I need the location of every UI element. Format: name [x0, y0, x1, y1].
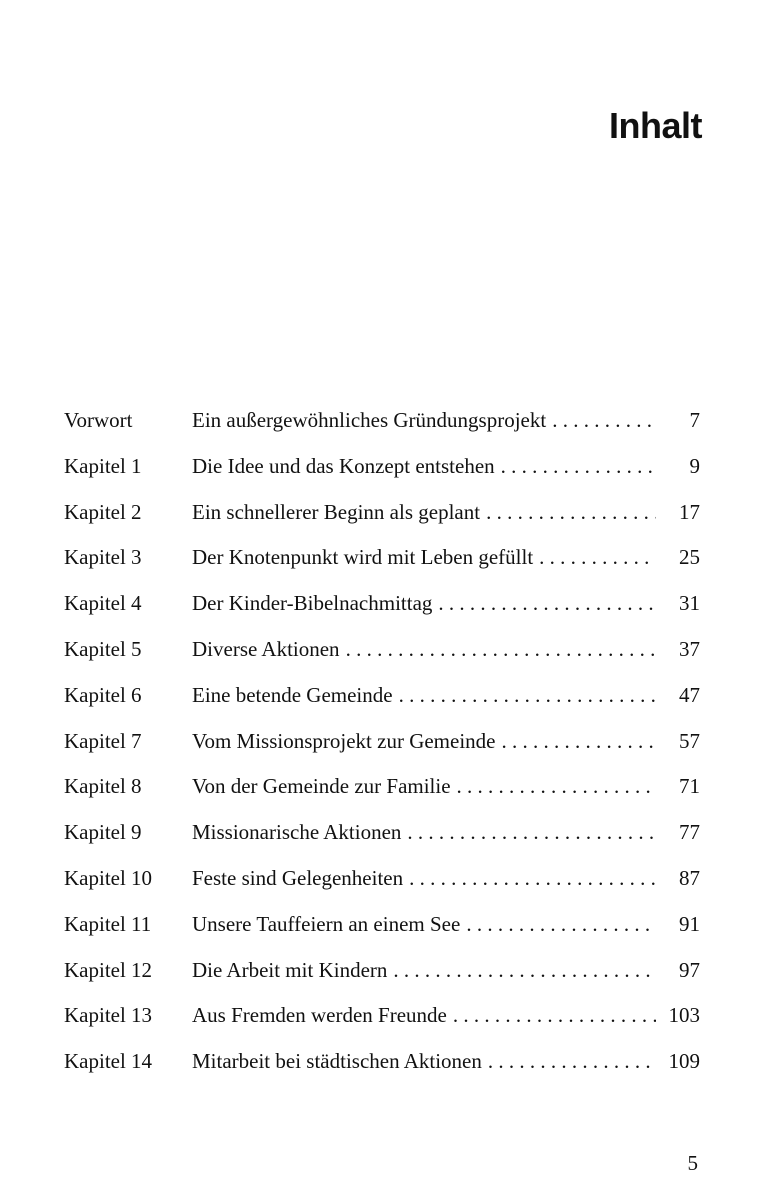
toc-chapter-label: Kapitel 7 — [64, 728, 142, 753]
toc-page-number: 71 — [679, 774, 700, 799]
toc-entry — [64, 902, 700, 948]
toc-title: Vom Missionsprojekt zur Gemeinde — [192, 728, 496, 753]
toc-chapter-label: Kapitel 13 — [64, 1003, 153, 1028]
toc-title: Die Idee und das Konzept entstehen — [192, 453, 495, 478]
toc-title: Ein schnellerer Beginn als geplant — [192, 499, 481, 524]
toc-title: Ein außergewöhnliches Gründungsprojekt — [192, 408, 547, 432]
toc-page-number: 91 — [679, 911, 700, 936]
toc-chapter-label: Kapitel 10 — [64, 865, 153, 890]
toc-title-group — [192, 948, 656, 994]
toc-entry — [64, 444, 700, 490]
toc-dot-leader — [401, 810, 656, 856]
toc-dot-leader — [460, 902, 656, 948]
page-number: 5 — [687, 1151, 698, 1175]
toc-title: Von der Gemeinde zur Familie — [192, 774, 451, 799]
toc-title: Diverse Aktionen — [192, 636, 340, 661]
toc-page-number: 97 — [679, 957, 700, 982]
toc-chapter-label: Kapitel 3 — [64, 545, 142, 570]
page-title: Inhalt — [609, 105, 702, 146]
toc-title-group — [192, 444, 656, 490]
toc-entry — [64, 535, 700, 581]
toc-title-group — [192, 719, 656, 765]
toc-entry — [64, 856, 700, 902]
toc-entry — [64, 719, 700, 765]
toc-chapter-label: Kapitel 4 — [64, 591, 142, 616]
toc-title: Mitarbeit bei städtischen Aktionen — [192, 1049, 482, 1074]
toc-chapter-label: Kapitel 6 — [64, 682, 142, 707]
toc-entry — [64, 993, 700, 1039]
toc-title: Der Knotenpunkt wird mit Leben gefüllt — [192, 545, 534, 570]
toc-dot-leader — [393, 673, 656, 719]
toc-chapter-label: Kapitel 11 — [64, 911, 152, 936]
toc-dot-leader — [495, 444, 656, 490]
toc-title: Feste sind Gelegenheiten — [192, 865, 404, 890]
toc-title: Eine betende Gemeinde — [192, 682, 393, 707]
toc-chapter-label: Kapitel 2 — [64, 499, 142, 524]
toc-title: Der Kinder-Bibelnachmittag — [192, 591, 433, 616]
toc-entry — [64, 1039, 700, 1085]
toc-chapter-label: Kapitel 12 — [64, 957, 153, 982]
toc-title: Unsere Tauffeiern an einem See — [192, 911, 461, 936]
toc-title-group — [192, 902, 656, 948]
toc-dot-leader — [432, 581, 656, 627]
toc-entry — [64, 764, 700, 810]
toc-page-number: 87 — [679, 865, 700, 890]
toc-entry — [64, 627, 700, 673]
toc-entry — [64, 810, 700, 856]
toc-page-number: 77 — [679, 820, 700, 845]
toc-dot-leader — [447, 993, 656, 1039]
toc-title-group — [192, 764, 656, 810]
toc-chapter-label: Kapitel 8 — [64, 774, 142, 799]
toc-page-number: 9 — [689, 453, 700, 478]
toc-dot-leader — [451, 764, 656, 810]
toc-dot-leader — [403, 856, 656, 902]
toc-chapter-label: Kapitel 9 — [64, 820, 142, 845]
toc-title-group — [192, 856, 656, 902]
toc-entry — [64, 398, 700, 444]
toc-dot-leader — [533, 535, 656, 581]
toc-dot-leader — [546, 398, 656, 444]
toc-entry — [64, 673, 700, 719]
toc-chapter-label: Vorwort — [64, 408, 133, 432]
toc-dot-leader — [340, 627, 656, 673]
toc-page-number: 109 — [668, 1049, 700, 1074]
toc-entry — [64, 490, 700, 536]
toc-dot-leader — [496, 719, 657, 765]
toc-dot-leader — [387, 948, 656, 994]
toc-chapter-label: Kapitel 1 — [64, 453, 142, 478]
toc-page-number: 47 — [679, 682, 700, 707]
toc-chapter-label: Kapitel 14 — [64, 1049, 153, 1074]
toc-page-number: 17 — [679, 499, 700, 524]
toc-dot-leader — [482, 1039, 656, 1085]
toc-entry — [64, 581, 700, 627]
table-of-contents — [64, 398, 700, 1085]
toc-title-group — [192, 581, 656, 627]
toc-title-group — [192, 627, 656, 673]
toc-title: Die Arbeit mit Kindern — [192, 957, 388, 982]
toc-title-group — [192, 1039, 656, 1085]
toc-title-group — [192, 810, 656, 856]
toc-title: Missionarische Aktionen — [192, 820, 402, 845]
toc-page-number: 7 — [689, 408, 700, 432]
toc-title-group — [192, 398, 656, 444]
toc-page-number: 57 — [679, 728, 700, 753]
toc-title-group — [192, 490, 656, 536]
toc-chapter-label: Kapitel 5 — [64, 636, 142, 661]
toc-page-number: 103 — [668, 1003, 700, 1028]
toc-title-group — [192, 535, 656, 581]
toc-dot-leader — [480, 490, 656, 536]
toc-title: Aus Fremden werden Freunde — [192, 1003, 447, 1028]
toc-page-number: 31 — [679, 591, 700, 616]
toc-page-number: 25 — [679, 545, 700, 570]
toc-entry — [64, 948, 700, 994]
toc-title-group — [192, 993, 656, 1039]
toc-title-group — [192, 673, 656, 719]
toc-page-number: 37 — [679, 636, 700, 661]
